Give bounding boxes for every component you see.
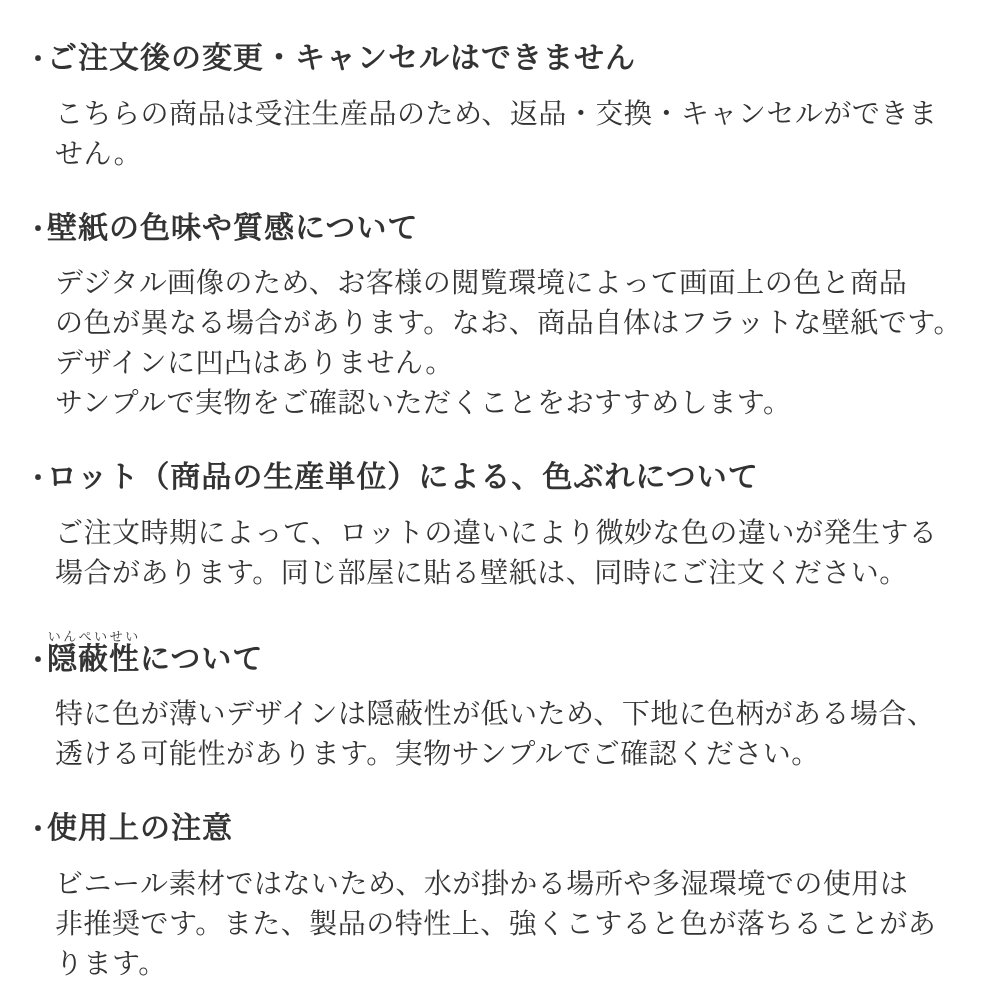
body-line: ビニール素材ではないため、水が掛かる場所や多湿環境での使用は bbox=[55, 867, 909, 899]
section-usage-notes bbox=[25, 810, 975, 984]
section-cancellation bbox=[25, 40, 975, 174]
section-heading: 壁紙の色味や質感について bbox=[47, 211, 419, 245]
body-line: せん。 bbox=[55, 137, 143, 169]
section-heading-row bbox=[25, 40, 975, 78]
section-heading: ご注文後の変更・キャンセルはできません bbox=[47, 42, 636, 75]
section-heading: 使用上の注意 bbox=[47, 812, 233, 845]
section-heading-row bbox=[25, 210, 975, 248]
section-heading: ロット（商品の生産単位）による、色ぶれについて bbox=[47, 461, 759, 494]
body-line: 場合があります。同じ部屋に貼る壁紙は、同時にご注文ください。 bbox=[55, 556, 908, 588]
bullet-marker: ・ bbox=[25, 213, 53, 244]
section-opacity bbox=[25, 629, 975, 775]
heading-rest: について bbox=[140, 642, 264, 676]
section-body bbox=[55, 694, 975, 774]
section-body bbox=[55, 864, 975, 984]
section-heading-row bbox=[25, 810, 975, 848]
body-line: 特に色が薄いデザインは隠蔽性が低いため、下地に色柄がある場合、 bbox=[55, 698, 936, 729]
body-line: サンプルで実物をご確認いただくことをおすすめします。 bbox=[55, 387, 792, 418]
body-line: 透ける可能性があります。実物サンプルでご確認ください。 bbox=[55, 738, 820, 769]
bullet-marker: ・ bbox=[25, 644, 53, 675]
section-heading-row bbox=[25, 629, 975, 679]
body-line: こちらの商品は受注生産品のため、返品・交換・キャンセルができま bbox=[55, 97, 938, 129]
body-line: の色が異なる場合があります。なお、商品自体はフラットな壁紙です。 bbox=[55, 307, 962, 338]
body-line: ります。 bbox=[55, 947, 167, 979]
body-line: 非推奨です。また、製品の特性上、強くこすると色が落ちることがあ bbox=[55, 907, 937, 939]
body-line: デザインに凹凸はありません。 bbox=[55, 347, 454, 378]
heading-ruby bbox=[47, 628, 140, 676]
heading-furigana: いんぺいせい bbox=[47, 628, 140, 644]
section-body bbox=[55, 94, 975, 174]
section-heading-row bbox=[25, 459, 975, 497]
section-body bbox=[55, 263, 975, 423]
section-body bbox=[55, 513, 975, 593]
section-color-texture bbox=[25, 210, 975, 424]
bullet-marker: ・ bbox=[25, 44, 53, 74]
section-lot-variation bbox=[25, 459, 975, 593]
bullet-marker: ・ bbox=[25, 463, 53, 493]
section-heading bbox=[47, 629, 263, 679]
body-line: ご注文時期によって、ロットの違いにより微妙な色の違いが発生する bbox=[55, 516, 938, 548]
heading-ruby-base: 隠蔽性 bbox=[47, 642, 140, 676]
body-line: デジタル画像のため、お客様の閲覧環境によって画面上の色と商品 bbox=[55, 267, 908, 298]
bullet-marker: ・ bbox=[25, 814, 53, 844]
